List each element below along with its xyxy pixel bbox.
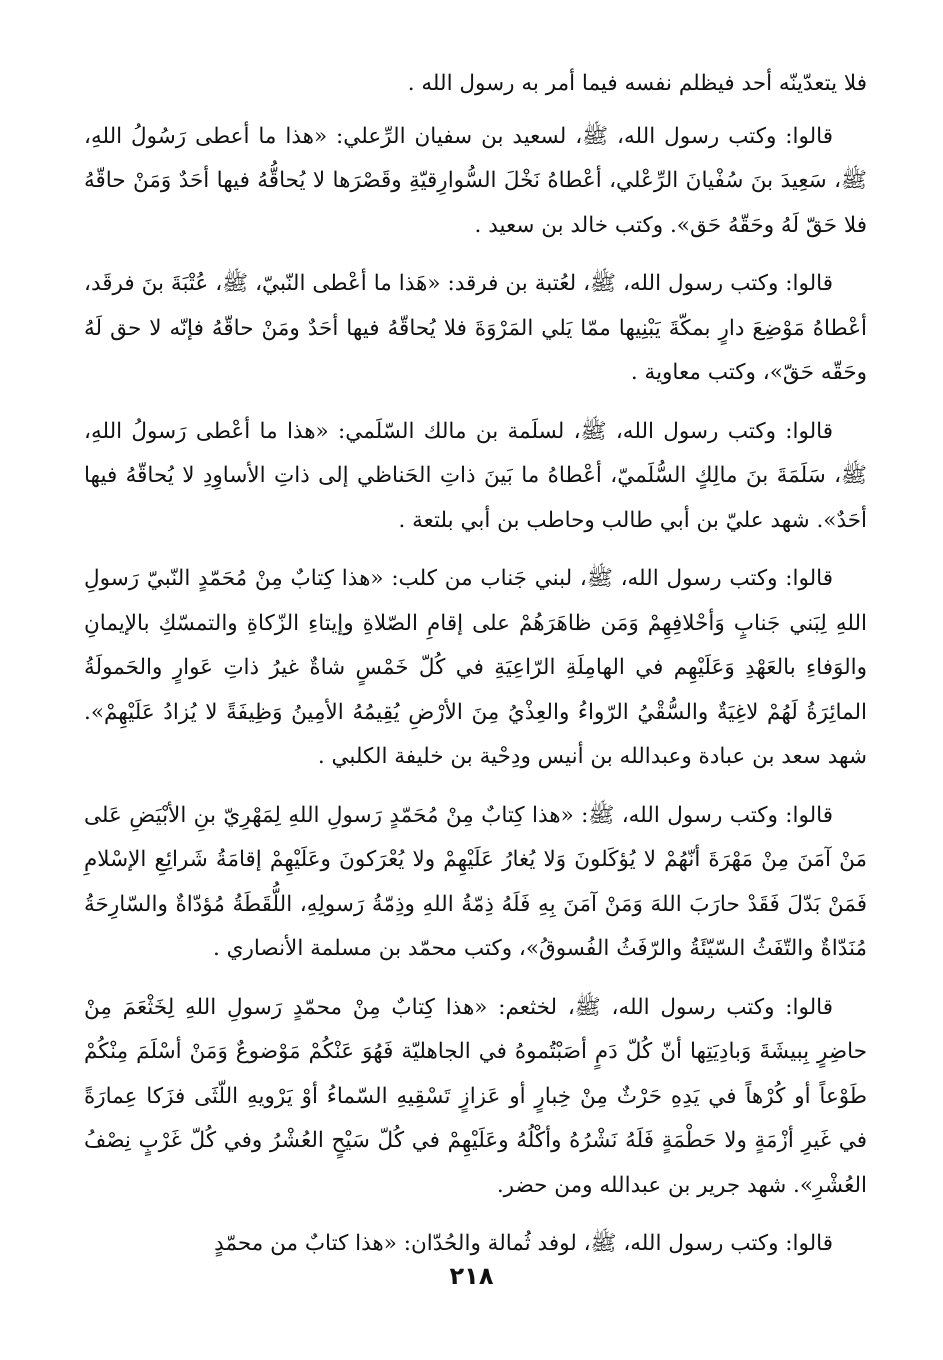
paragraph-utba-ibn-farqad: قالوا: وكتب رسول الله، ﷺ، لعُتبة بن فرقد: «هَذا ما أعْطى النّبيّ، ﷺ، عُتْبَةَ بنَ فرقَد، أعْطاهُ مَوْضِعَ دارٍ بمكّةَ يَبْنِيها ممّا يَلي المَرْوَةَ فلا يُحاقّهُ فيها أحَدٌ ومَنْ حاقّهُ فإنّه لا حق لَهُ وحَقّه حَقّ»، وكتب معاوية .	[84, 271, 867, 385]
paragraph-khatham: قالوا: وكتب رسول الله، ﷺ، لخثعم: «هذا كِتابٌ مِنْ محمّدٍ رَسولِ اللهِ لِخَثْعَمَ مِنْ حاضِرٍ بِبيشَةَ وَبادِيَتِها أنّ كُلّ دَمٍ أصَبْتُموهُ في الجاهليّة فَهُوَ عَنْكُمْ مَوْضوعٌ وَمَنْ أسْلَمَ مِنْكُمْ طَوْعاً أو كُرْهاً في يَدِهِ حَرْثٌ مِنْ خِبارٍ أو عَزازٍ تَسْقِيهِ السّماءُ أوْ يَرْويهِ اللّثَى فزَكا عِمارَةً في غَيرِ أزْمَةٍ ولا حَطْمَةٍ فَلَهُ نَشْرُهُ وأكْلُهُ وعَلَيْهِمْ في كُلّ سَيْحٍ العُشْرُ وفي كُلّ غَرْبٍ نِصْفُ العُشْرِ». شهد جرير بن عبدالله ومن حضر.	[84, 994, 867, 1198]
paragraph-bani-janab: قالوا: وكتب رسول الله، ﷺ، لبني جَناب من كلب: «هذا كِتابٌ مِنْ مُحَمّدٍ النّبيّ رَسولِ اللهِ لِبَني جَنابٍ وَأحْلافِهِمْ وَمَن ظاهَرَهُمْ على إقامِ الصّلاةِ وإيتاءِ الزّكاةِ والتمسّكِ بالإيمانِ والوَفاءِ بالعَهْدِ وَعَلَيْهِم في الهامِلَةِ الرّاعِيَةِ في كُلّ خَمْسٍ شاةٌ غيرُ ذاتِ عَوارٍ والحَمولَةُ المائِرَةُ لَهُمْ لاغِيَةٌ والسُّقْيُ الرّواءُ والعِذْيُ مِنَ الأرْضِ يُقِيمُهُ الأمِينُ وَظِيفَةً لا يُزادُ عَلَيْهِمْ». شهد سعد بن عبادة وعبدالله بن أنيس ودِحْية بن خليفة الكلبي .	[84, 566, 867, 769]
page-number: ٢١٨	[449, 1262, 494, 1290]
paragraph-salama-ibn-malik: قالوا: وكتب رسول الله، ﷺ، لسلَمة بن مالك السّلَمي: «هذا ما أعْطى رَسولُ اللهِ، ﷺ، سَلَمَةَ بنَ مالِكٍ السُّلَميّ، أعْطاهُ ما بَينَ ذاتِ الحَناظي إلى ذاتِ الأساوِدِ لا يُحاقّهُ فيها أحَدٌ». شهد عليّ بن أبي طالب وحاطب بن أبي بلتعة .	[84, 418, 867, 533]
paragraph-mahri-ibn-abyad: قالوا: وكتب رسول الله، ﷺ: «هذا كِتابٌ مِنْ مُحَمّدٍ رَسولِ اللهِ لِمَهْرِيّ بنِ الأبْيَضِ عَلى مَنْ آمَنَ مِنْ مَهْرَةَ أنّهُمْ لا يُؤكَلونَ وَلا يُغارُ عَلَيْهِمْ ولا يُعْرَكونَ وعَلَيْهِمْ إقامَةُ شَرائِعِ الإسْلامِ فَمَنْ بَدّلَ فَقَدْ حارَبَ اللهَ وَمَنْ آمَنَ بِهِ فَلَهُ ذِمّةُ اللهِ وذِمّةُ رَسولِهِ، اللُّقَطَةُ مُؤدّاةٌ والسّارِحَةُ مُنَدّاةٌ والتّفَثُ السّيّئَةُ والرّفَثُ الفُسوقُ»، وكتب محمّد بن مسلمة الأنصاري .	[84, 802, 867, 961]
paragraph-saeed-ibn-sufyan: قالوا: وكتب رسول الله، ﷺ، لسعيد بن سفيان الرِّعلي: «هذا ما أعطى رَسُولُ اللهِ، ﷺ، سَعِيدَ بنَ سُفْيانَ الرِّعْلي، أعْطاهُ نَخْلَ السُّوارِقيّةِ وقَصْرَها لا يُحاقُّهُ فيها أحَدٌ وَمَنْ حاقّهُ فلا حَقّ لَهُ وحَقّهُ حَق». وكتب خالد بن سعيد .	[84, 123, 867, 238]
paragraph-intro: فلا يتعدّينّه أحد فيظلم نفسه فيما أمر به رسول الله .	[407, 71, 867, 96]
page-body	[84, 62, 867, 1267]
paragraph-thumala-huddan: قالوا: وكتب رسول الله، ﷺ، لوفد ثُمالة والحُدّان: «هذا كتابٌ من محمّدٍ	[214, 1231, 833, 1256]
